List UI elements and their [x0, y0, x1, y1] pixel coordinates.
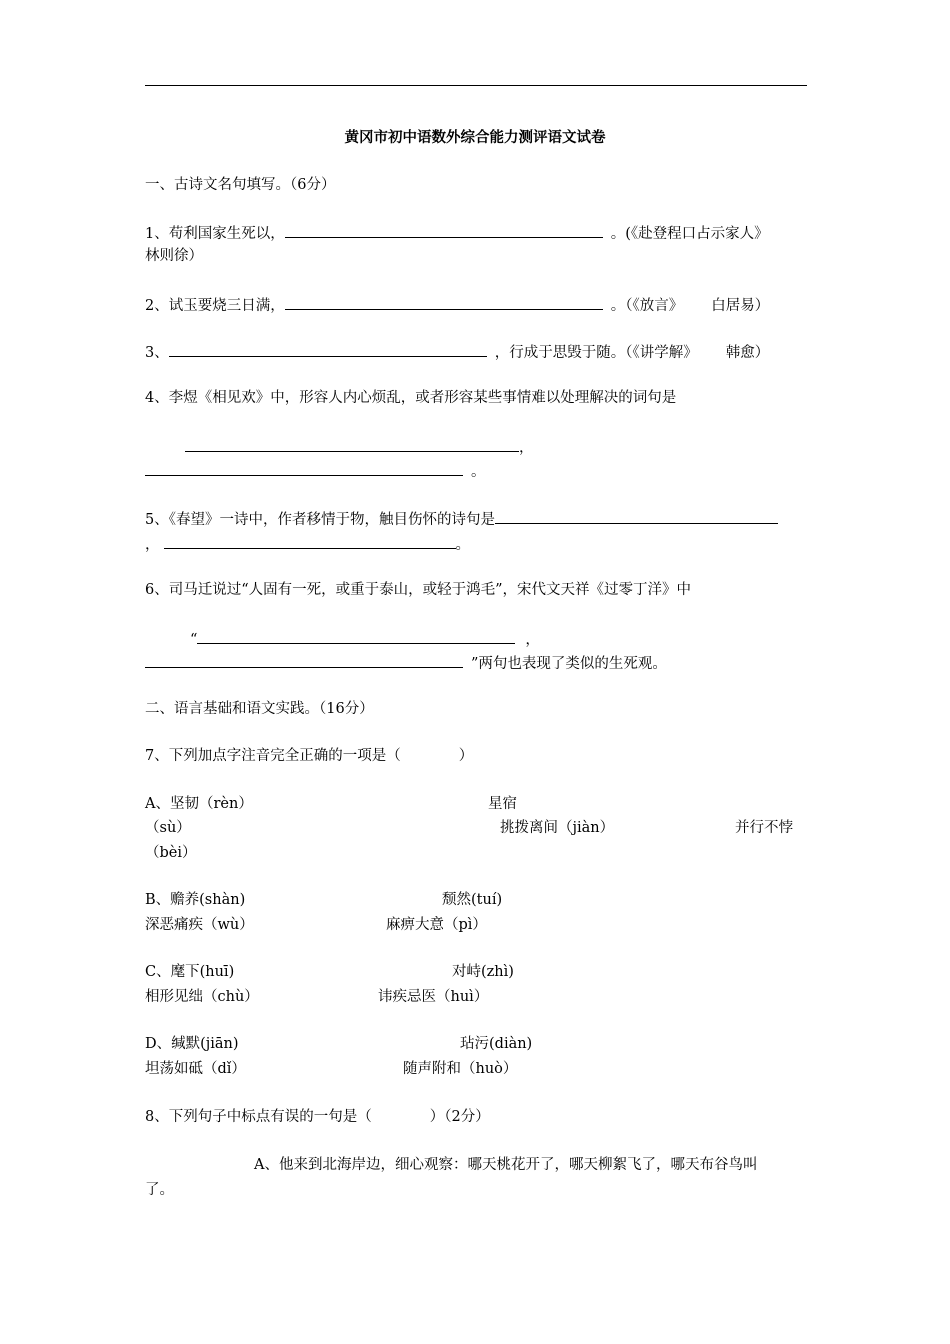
- question-1: [145, 222, 769, 244]
- option-b-item-2: 颓然(tuí): [442, 892, 503, 908]
- answer-blank[interactable]: [197, 628, 515, 644]
- question-2-author: 白居易）: [711, 298, 770, 314]
- answer-blank[interactable]: [495, 508, 778, 524]
- question-1-source: 。(《赴登程口占示家人》: [610, 226, 769, 242]
- option-a-item-2-pinyin: （sù）: [145, 820, 191, 836]
- question-4: 4、李煜《相见欢》中，形容人内心烦乱，或者形容某些事情难以处理解决的词句是: [145, 390, 677, 406]
- answer-blank[interactable]: [285, 222, 603, 238]
- question-4-comma: ，: [519, 440, 534, 456]
- question-5: [145, 508, 778, 530]
- option-a-item-3: 挑拨离间（jiàn）: [500, 820, 615, 836]
- option-b-item-1: B、赡养(shàn): [145, 892, 246, 908]
- question-8-option-a: A、他来到北海岸边，细心观察：哪天桃花开了，哪天柳絮飞了，哪天布谷鸟叫: [254, 1157, 758, 1173]
- option-a-item-4: 并行不悖: [735, 820, 793, 836]
- question-6-open-quote: “: [190, 632, 198, 648]
- question-2-prefix: 2、试玉要烧三日满，: [145, 298, 285, 314]
- question-3-source: ，行成于思毁于随。（《讲学解》: [494, 345, 698, 361]
- option-c-item-3: 相形见绌（chù）: [145, 989, 259, 1005]
- header-rule: [145, 85, 807, 86]
- section-heading-2: 二、语言基础和语文实践。（16分）: [145, 701, 374, 717]
- option-d-item-2: 玷污(diàn): [460, 1036, 533, 1052]
- answer-blank[interactable]: [145, 652, 463, 668]
- question-3-prefix: 3、: [145, 345, 169, 361]
- question-4-line-1: [185, 436, 534, 458]
- option-b-item-3: 深恶痛疾（wù）: [145, 917, 254, 933]
- option-d-item-4: 随声附和（huò）: [403, 1061, 518, 1077]
- question-4-line-2: [145, 460, 486, 482]
- question-4-end: 。: [471, 464, 486, 480]
- question-6-line-2: [145, 652, 667, 674]
- option-a-item-4-pinyin: （bèi）: [145, 845, 197, 861]
- question-8: 8、下列句子中标点有误的一句是（ ）（2分）: [145, 1109, 490, 1125]
- option-c-item-1: C、麾下(huī): [145, 964, 235, 980]
- page-title: 黄冈市初中语数外综合能力测评语文试卷: [344, 129, 606, 146]
- question-6: 6、司马迁说过“人固有一死，或重于泰山，或轻于鸿毛”，宋代文天祥《过零丁洋》中: [145, 582, 692, 598]
- answer-blank[interactable]: [169, 341, 487, 357]
- option-b-item-4: 麻痹大意（pì）: [386, 917, 487, 933]
- question-3: [145, 341, 769, 363]
- answer-blank[interactable]: [285, 294, 603, 310]
- question-6-comma: ，: [525, 632, 540, 648]
- question-6-line-1: [190, 628, 540, 650]
- section-heading-1: 一、古诗文名句填写。（6分）: [145, 177, 336, 193]
- question-6-end: ”两句也表现了类似的生死观。: [471, 656, 667, 672]
- question-1-prefix: 1、苟利国家生死以，: [145, 226, 285, 242]
- option-a-item-2: 星宿: [488, 796, 517, 812]
- question-5-end: 。: [455, 537, 470, 553]
- question-1-author: 林则徐）: [145, 248, 203, 264]
- answer-blank[interactable]: [145, 460, 463, 476]
- question-2-source: 。（《放言》: [610, 298, 684, 314]
- answer-blank[interactable]: [164, 533, 456, 549]
- question-5-line-2: [145, 533, 470, 555]
- question-8-option-a-continued: 了。: [145, 1182, 174, 1198]
- question-3-author: 韩愈）: [725, 345, 770, 361]
- question-5-text: 5、《春望》一诗中，作者移情于物，触目伤怀的诗句是: [145, 512, 495, 528]
- option-d-item-1: D、缄默(jiān): [145, 1036, 239, 1052]
- question-2: [145, 294, 769, 316]
- answer-blank[interactable]: [185, 436, 519, 452]
- question-5-comma: ，: [145, 537, 160, 553]
- option-a-item-1: A、坚韧（rèn）: [145, 796, 253, 812]
- question-7: 7、下列加点字注音完全正确的一项是（ ）: [145, 748, 474, 764]
- option-d-item-3: 坦荡如砥（dǐ）: [145, 1061, 246, 1077]
- option-c-item-2: 对峙(zhì): [452, 964, 514, 980]
- option-c-item-4: 讳疾忌医（huì）: [378, 989, 489, 1005]
